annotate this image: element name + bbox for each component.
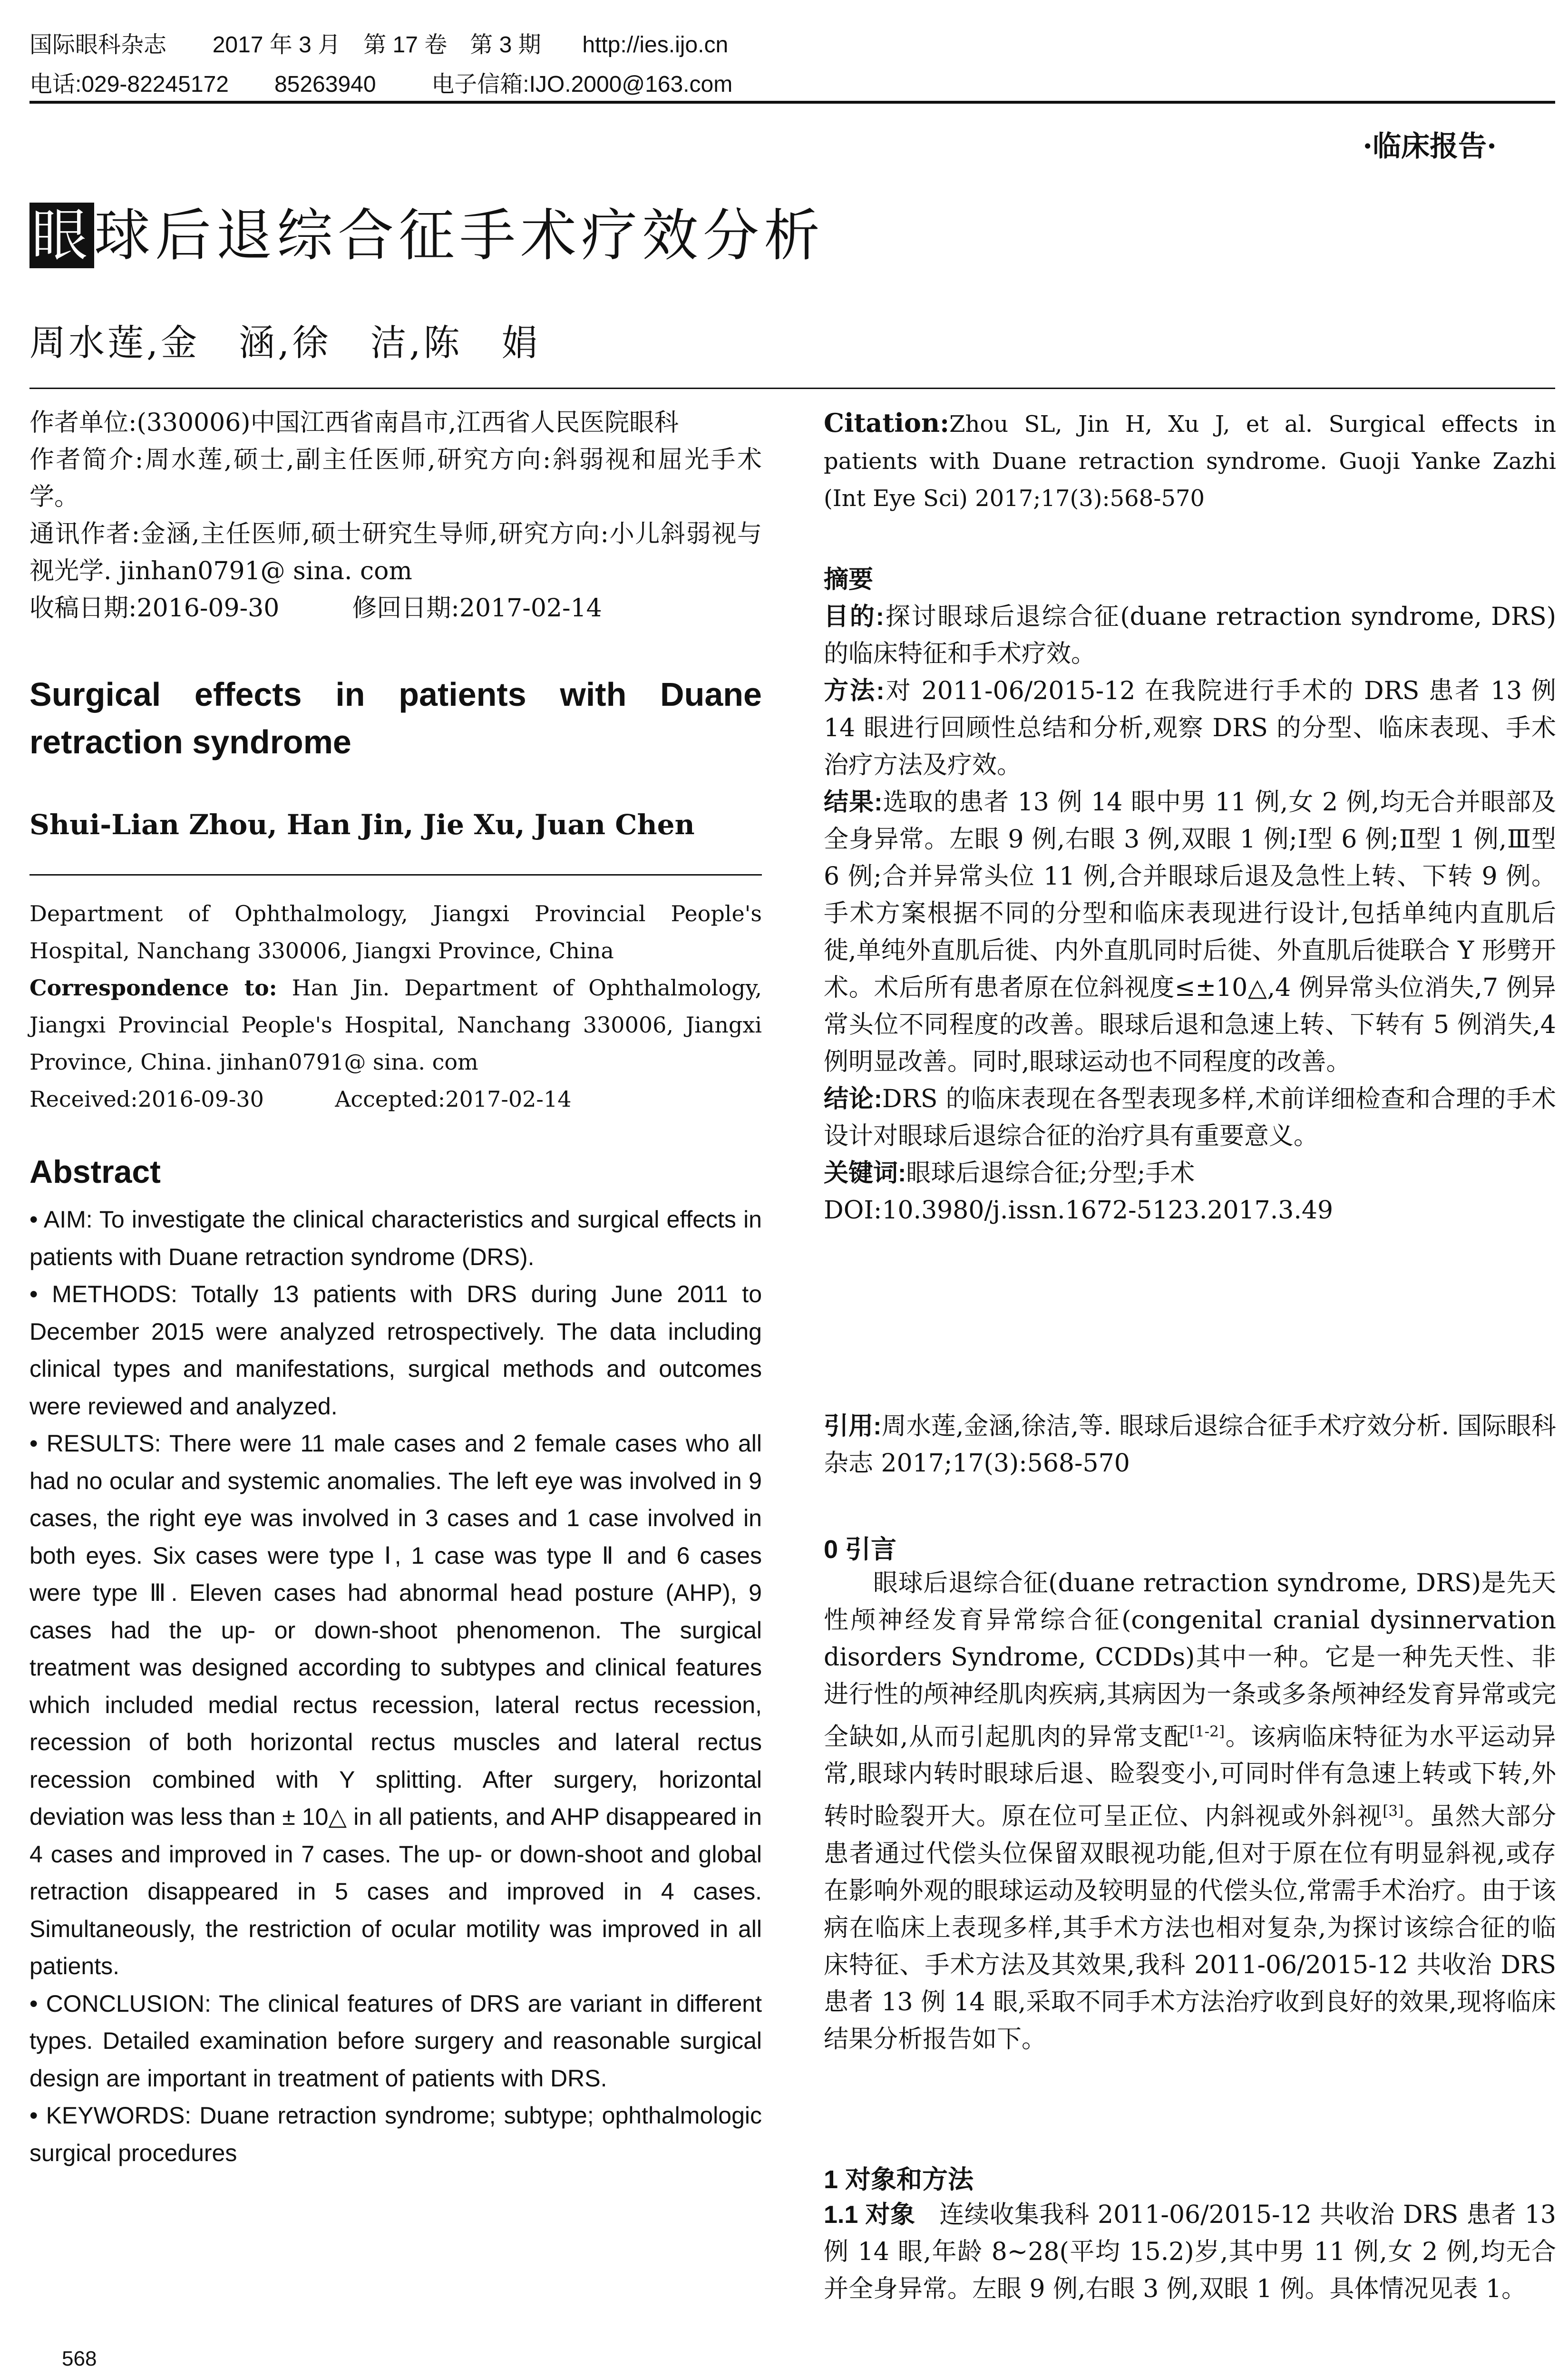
revised-date-cn: 修回日期:2017-02-14 [352,594,602,623]
author-unit: 作者单位:(330006)中国江西省南昌市,江西省人民医院眼科 [29,409,679,437]
title-rule [29,388,1555,389]
methods-label-cn: 方法: [824,677,885,705]
title-rest: 球后退综合征手术疗效分析 [94,203,825,268]
ref-1-2[interactable]: [1-2] [1189,1723,1225,1740]
author-info-block [29,404,762,627]
keywords-text-cn: 眼球后退综合征;分型;手术 [906,1159,1195,1188]
abstract-cn-keywords [824,1155,1556,1192]
journal-email[interactable]: 电子信箱:IJO.2000@163.com [431,72,733,97]
article-title [29,200,825,271]
english-correspondence [29,969,762,1081]
page-number: 568 [62,2347,97,2370]
keywords-label-cn: 关键词: [824,1159,906,1187]
abstract-heading-en: Abstract [29,1154,161,1190]
title-first-char: 眼 [29,203,94,268]
methods-heading: 1 对象和方法 [824,2165,974,2194]
abstract-en-keywords: • KEYWORDS: Duane retraction syndrome; subtype; ophthalmologic surgical procedures [29,2102,762,2166]
intro-text-3: 。虽然大部分患者通过代偿头位保留双眼视功能,但对于原在位有明显斜视,或存在影响外观的眼球运动及较明显的代偿头位,常需手术治疗。由于该病在临床上表现多样,其手术方法也相对复杂,为探讨该综合征的临床特征、手术方法及其效果,我科 2011-06/2015-12 共收治 DRS 患者 13 例 14 眼,采取不同手术方法治疗收到良好的效果,现将临床结果分析报告如下。 [824,1802,1556,2054]
english-authors: Shui-Lian Zhou, Han Jin, Jie Xu, Juan Chen [29,809,695,841]
citation-en [824,404,1556,517]
abstract-en-conclusion: • CONCLUSION: The clinical features of DRS are variant in different types. Detailed examination before surgery and reasonable surgical design are important in treatment of patients with DRS. [29,1990,762,2092]
journal-website[interactable]: http://ies.ijo.cn [582,32,729,58]
abstract-cn-methods [824,672,1556,784]
received-date-en: Received:2016-09-30 [29,1086,264,1112]
abstract-en-body [29,1201,762,2172]
english-dates [29,1081,762,1118]
abstract-en-results: • RESULTS: There were 11 male cases and 2 female cases who all had no ocular and systemic anomalies. The left eye was involved in 9 cases, the right eye was involved in 3 cases and 1 case involved in both eyes. Six cases were type Ⅰ, 1 case was type Ⅱ and 6 cases were type Ⅲ. Eleven cases had abnormal head posture (AHP), 9 cases had the up- or down-shoot phenomenon. The surgical treatment was designed according to subtypes and clinical features which included medial rectus recession, lateral rectus recession, recession of both horizontal rectus muscles and lateral rectus recession combined with Y splitting. After surgery, horizontal deviation was less than ± 10△ in all patients, and AHP disappeared in 4 cases and improved in 7 cases. The up- or down-shoot and global retraction disappeared in 5 cases and improved in 4 cases. Simultaneously, the restriction of ocular motility was improved in all patients. [29,1430,762,1979]
intro-heading: 0 引言 [824,1535,897,1564]
aim-label-cn: 目的: [824,603,884,631]
english-department: Department of Ophthalmology, Jiangxi Provincial People's Hospital, Nanchang 330006, Jiangxi Province, China [29,901,762,964]
section-label: ·临床报告· [1363,130,1497,163]
journal-phone: 电话:029-82245172 85263940 [29,72,376,97]
subjects-paragraph [824,2196,1556,2308]
citation-cn [824,1408,1556,1482]
dates-cn [29,590,762,627]
header-line-2 [29,66,732,98]
header-rule [29,101,1555,104]
subjects-text: 连续收集我科 2011-06/2015-12 共收治 DRS 患者 13 例 14 眼,年龄 8~28(平均 15.2)岁,其中男 11 例,女 2 例,均无合并全身异常。左眼 9 例,右眼 3 例,双眼 1 例。具体情况见表 1。 [824,2201,1556,2303]
results-text-cn: 选取的患者 13 例 14 眼中男 11 例,女 2 例,均无合并眼部及全身异常。左眼 9 例,右眼 3 例,双眼 1 例;Ⅰ型 6 例;Ⅱ型 1 例,Ⅲ型 6 例;合并异常头位 11 例,合并眼球后退及急性上转、下转 9 例。手术方案根据不同的分型和临床表现进行设计,包括单纯内直肌后徙,单纯外直肌后徙、内外直肌同时后徙、外直肌后徙联合 Y 形劈开术。术后所有患者原在位斜视度≤±10△,4 例异常头位消失,7 例异常头位不同程度的改善。眼球后退和急速上转、下转有 5 例消失,4 例明显改善。同时,眼球运动也不同程度的改善。 [824,788,1556,1076]
citation-cn-text: 周水莲,金涵,徐洁,等. 眼球后退综合征手术疗效分析. 国际眼科杂志 2017;17(3):568-570 [824,1412,1556,1478]
correspondence-text: Han Jin. Department of Ophthalmology, Jiangxi Provincial People's Hospital, Nanchang 330006, Jiangxi Province, China. jinhan0791@ sina. com [29,975,762,1075]
intro-text-1: 眼球后退综合征(duane retraction syndrome, DRS)是先天性颅神经发育异常综合征(congenital cranial dysinnervation disorders Syndrome, CCDDs)其中一种。它是一种先天性、非进行性的颅神经肌肉疾病,其病因为一条或多条颅神经发育异常或完全缺如,从而引起肌肉的异常支配 [824,1569,1556,1752]
issue-info: 2017 年 3 月 第 17 卷 第 3 期 [212,32,541,58]
journal-name: 国际眼科杂志 [29,32,167,58]
doi[interactable]: DOI:10.3980/j.issn.1672-5123.2017.3.49 [824,1196,1334,1225]
abstract-cn-conclusion [824,1081,1556,1155]
abstract-cn-aim [824,598,1556,672]
results-label-cn: 结果: [824,789,883,816]
subjects-label: 1.1 对象 [824,2201,915,2229]
english-rule [29,874,762,876]
received-date-cn: 收稿日期:2016-09-30 [29,594,280,623]
english-title: Surgical effects in patients with Duane retraction syndrome [29,676,762,760]
header-line-1 [29,26,728,59]
accepted-date-en: Accepted:2017-02-14 [335,1086,572,1112]
abstract-en-methods: • METHODS: Totally 13 patients with DRS during June 2011 to December 2015 were analyzed retrospectively. The data including clinical types and manifestations, surgical methods and outcomes were reviewed and analyzed. [29,1281,762,1420]
intro-paragraph [824,1565,1556,2058]
conclusion-text-cn: DRS 的临床表现在各型表现多样,术前详细检查和合理的手术设计对眼球后退综合征的治疗具有重要意义。 [824,1085,1556,1150]
aim-text-cn: 探讨眼球后退综合征(duane retraction syndrome, DRS)的临床特征和手术疗效。 [824,603,1556,668]
abstract-en-aim: • AIM: To investigate the clinical characteristics and surgical effects in patients with Duane retraction syndrome (DRS). [29,1206,762,1270]
intro-text-2: 。该病临床特征为水平运动异常,眼球内转时眼球后退、睑裂变小,可同时伴有急速上转或下转,外转时睑裂开大。原在位可呈正位、内斜视或外斜视 [824,1723,1556,1831]
abstract-cn-results [824,784,1556,1081]
conclusion-label-cn: 结论: [824,1085,882,1113]
ref-3[interactable]: [3] [1383,1802,1404,1820]
english-affiliation-block [29,895,762,1118]
abstract-cn [824,561,1556,1229]
citation-text: Zhou SL, Jin H, Xu J, et al. Surgical effects in patients with Duane retraction syndrome. Guoji Yanke Zazhi (Int Eye Sci) 2017;17(3):568-570 [824,411,1556,512]
citation-cn-label: 引用: [824,1413,882,1440]
citation-label: Citation: [824,408,950,438]
correspondence-label: Correspondence to: [29,975,277,1001]
methods-text-cn: 对 2011-06/2015-12 在我院进行手术的 DRS 患者 13 例 14 眼进行回顾性总结和分析,观察 DRS 的分型、临床表现、手术治疗方法及疗效。 [824,677,1556,779]
authors-cn: 周水莲,金 涵,徐 洁,陈 娟 [29,321,541,364]
corresponding-author: 通讯作者:金涵,主任医师,硕士研究生导师,研究方向:小儿斜弱视与视光学. jinhan0791@ sina. com [29,520,762,585]
abstract-heading-cn: 摘要 [824,566,874,594]
author-intro: 作者简介:周水莲,硕士,副主任医师,研究方向:斜弱视和屈光手术学。 [29,446,762,511]
